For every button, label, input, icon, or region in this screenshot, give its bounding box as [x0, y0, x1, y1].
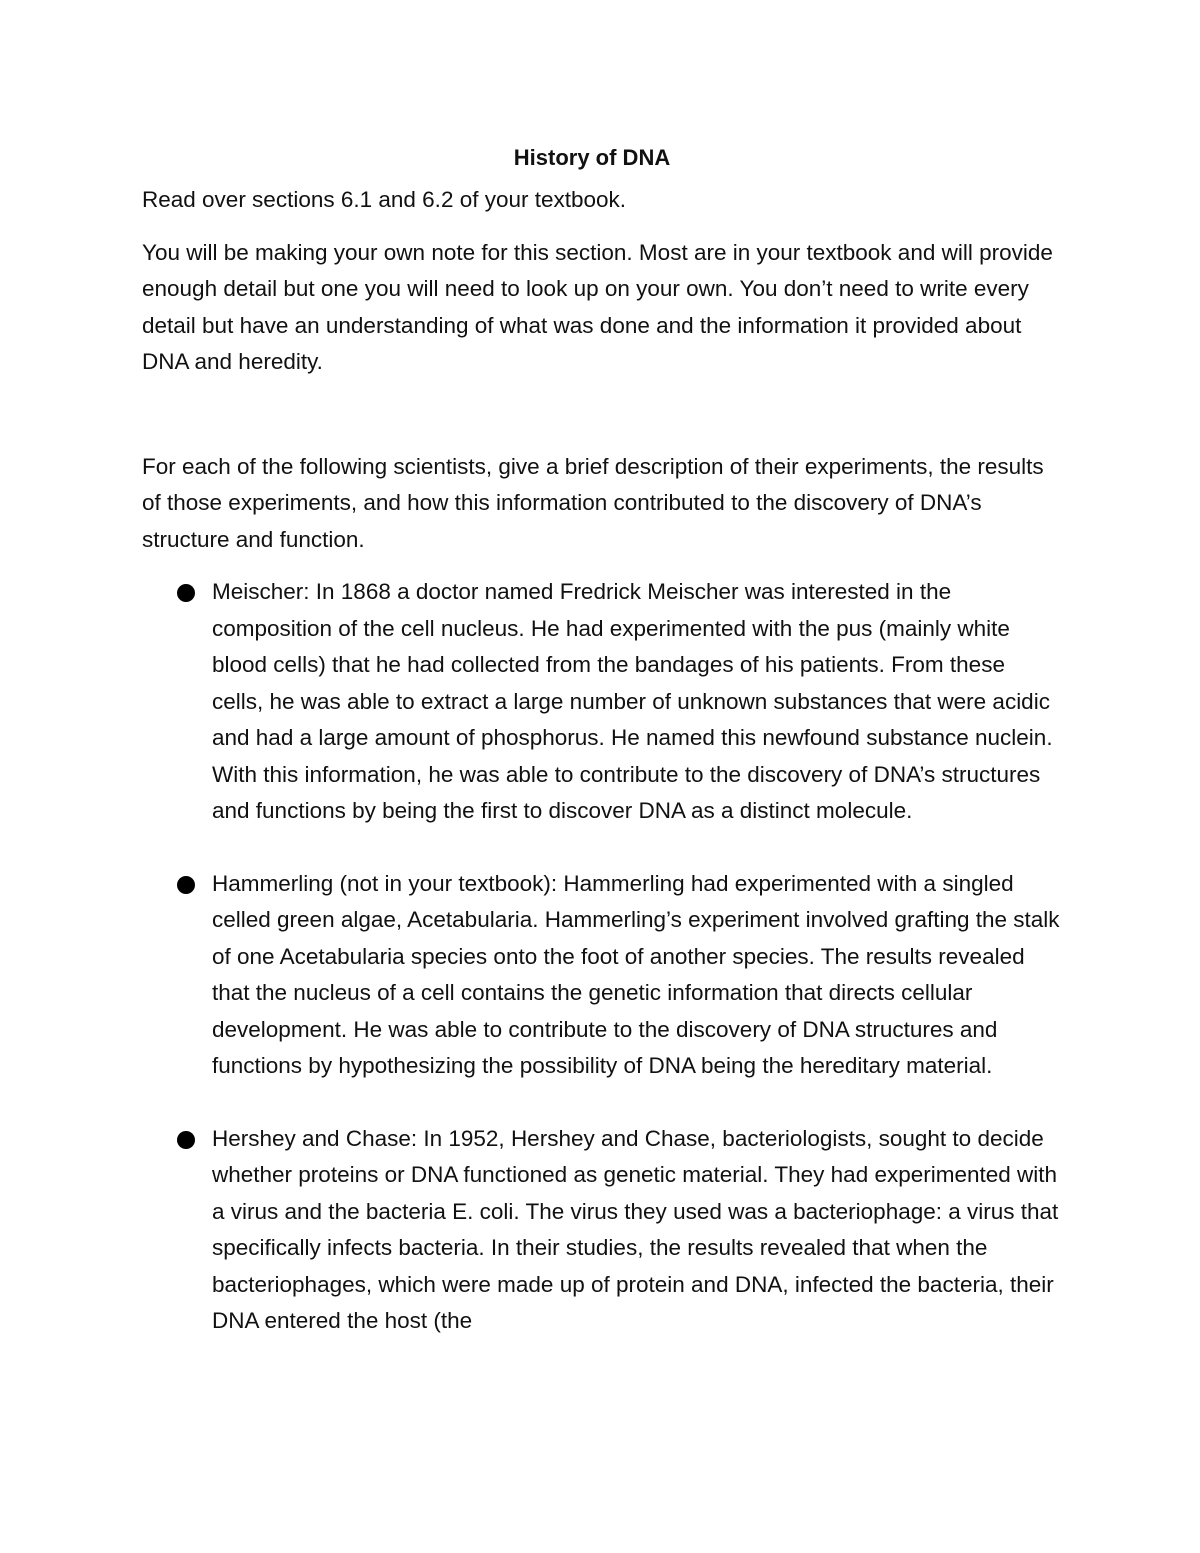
scientist-list	[142, 574, 1062, 1340]
bullet-icon	[177, 876, 195, 894]
scientist-entry-text: Hammerling (not in your textbook): Hammerling had experimented with a singled celled green algae, Acetabularia. Hammerling’s experiment involved grafting the stalk of one Acetabularia species onto the foot of another species. The results revealed that the nucleus of a cell contains the genetic information that directs cellular development. He was able to contribute to the discovery of DNA structures and functions by hypothesizing the possibility of DNA being the hereditary material.	[212, 870, 1060, 1078]
document-body	[142, 140, 1062, 1376]
list-item-hammerling	[142, 866, 1062, 1085]
scientist-entry-text: Meischer: In 1868 a doctor named Fredrick Meischer was interested in the composition of the cell nucleus. He had experimented with the pus (mainly white blood cells) that he had collected from the bandages of his patients. From these cells, he was able to extract a large number of unknown substances that were acidic and had a large amount of phosphorus. He named this newfound substance nuclein. With this information, he was able to contribute to the discovery of DNA’s structures and functions by being the first to discover DNA as a distinct molecule.	[212, 579, 1053, 823]
reading-assignment: Read over sections 6.1 and 6.2 of your textbook.	[142, 187, 627, 212]
bullet-icon	[177, 1131, 195, 1149]
note-instructions: You will be making your own note for this section. Most are in your textbook and will provide enough detail but one you will need to look up on your own. You don’t need to write every detail but have an understanding of what was done and the information it provided about DNA and heredity.	[142, 239, 1053, 374]
scientist-instructions: For each of the following scientists, give a brief description of their experiments, the results of those experiments, and how this information contributed to the discovery of DNA’s structure and function.	[142, 453, 1044, 552]
page-title: History of DNA	[513, 145, 671, 170]
scientist-entry-text: Hershey and Chase: In 1952, Hershey and Chase, bacteriologists, sought to decide whether proteins or DNA functioned as genetic material. They had experimented with a virus and the bacteria E. coli. The virus they used was a bacteriophage: a virus that specifically infects bacteria. In their studies, the results revealed that when the bacteriophages, which were made up of protein and DNA, infected the bacteria, their DNA entered the host (the	[212, 1125, 1059, 1333]
list-item-meischer	[142, 574, 1062, 830]
list-item-hershey-chase	[142, 1121, 1062, 1340]
bullet-icon	[177, 584, 195, 602]
